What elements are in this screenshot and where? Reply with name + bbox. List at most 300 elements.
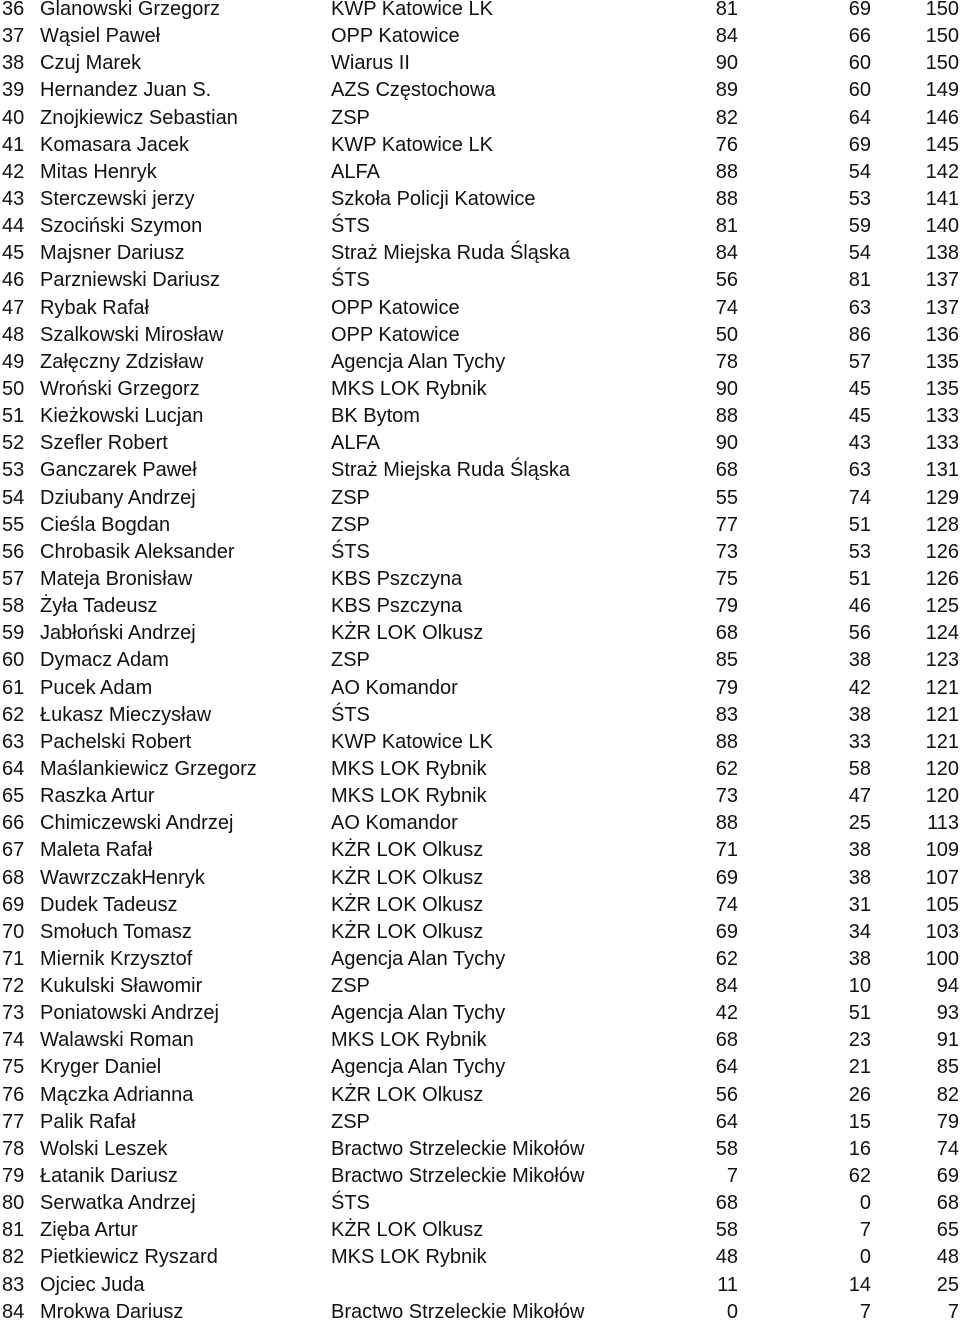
score-2-cell: 69 xyxy=(848,0,871,20)
club-cell: KŻR LOK Olkusz xyxy=(331,920,484,943)
total-score-cell: 133 xyxy=(925,405,959,428)
place-cell: 36 xyxy=(2,0,25,20)
place-cell: 76 xyxy=(2,1083,25,1106)
competitor-name-cell: Maślankiewicz Grzegorz xyxy=(40,757,257,780)
table-row xyxy=(0,593,960,620)
total-score-cell: 93 xyxy=(936,1002,959,1025)
score-1-cell: 42 xyxy=(715,1002,738,1025)
competitor-name-cell: Majsner Dariusz xyxy=(40,242,185,265)
competitor-name-cell: Mączka Adrianna xyxy=(40,1083,194,1106)
competitor-name-cell: Komasara Jacek xyxy=(40,133,189,156)
score-2-cell: 53 xyxy=(848,540,871,563)
score-2-cell: 46 xyxy=(848,595,871,618)
table-row xyxy=(0,566,960,593)
place-cell: 47 xyxy=(2,296,25,319)
table-row xyxy=(0,946,960,973)
table-row xyxy=(0,376,960,403)
place-cell: 39 xyxy=(2,79,25,102)
place-cell: 56 xyxy=(2,540,25,563)
score-1-cell: 81 xyxy=(715,215,738,238)
table-row xyxy=(0,403,960,430)
score-1-cell: 56 xyxy=(715,1083,738,1106)
place-cell: 74 xyxy=(2,1029,25,1052)
place-cell: 40 xyxy=(2,106,25,129)
table-row xyxy=(0,267,960,294)
competitor-name-cell: Sterczewski jerzy xyxy=(40,187,195,210)
score-1-cell: 68 xyxy=(715,459,738,482)
table-row xyxy=(0,485,960,512)
score-1-cell: 84 xyxy=(715,25,738,48)
score-1-cell: 88 xyxy=(715,405,738,428)
total-score-cell: 136 xyxy=(925,323,959,346)
score-2-cell: 54 xyxy=(848,160,871,183)
club-cell: Bractwo Strzeleckie Mikołów xyxy=(331,1300,585,1323)
competitor-name-cell: Ojciec Juda xyxy=(40,1273,145,1296)
competitor-name-cell: Mitas Henryk xyxy=(40,160,157,183)
competitor-name-cell: Szalkowski Mirosław xyxy=(40,323,224,346)
table-row xyxy=(0,1027,960,1054)
competitor-name-cell: Hernandez Juan S. xyxy=(40,79,212,102)
table-row xyxy=(0,1163,960,1190)
place-cell: 81 xyxy=(2,1219,25,1242)
table-row xyxy=(0,973,960,1000)
score-2-cell: 63 xyxy=(848,459,871,482)
total-score-cell: 150 xyxy=(925,0,959,20)
total-score-cell: 91 xyxy=(936,1029,959,1052)
club-cell: ŚTS xyxy=(331,703,370,726)
score-2-cell: 38 xyxy=(848,839,871,862)
score-1-cell: 58 xyxy=(715,1219,738,1242)
table-row xyxy=(0,1244,960,1271)
competitor-name-cell: Znojkiewicz Sebastian xyxy=(40,106,238,129)
score-1-cell: 75 xyxy=(715,567,738,590)
competitor-name-cell: Smołuch Tomasz xyxy=(40,920,192,943)
place-cell: 50 xyxy=(2,377,25,400)
score-2-cell: 60 xyxy=(848,79,871,102)
total-score-cell: 121 xyxy=(925,676,959,699)
club-cell: Agencja Alan Tychy xyxy=(331,350,506,373)
total-score-cell: 137 xyxy=(925,296,959,319)
competitor-name-cell: Żyła Tadeusz xyxy=(40,595,158,618)
score-2-cell: 31 xyxy=(848,893,871,916)
table-row xyxy=(0,50,960,77)
place-cell: 60 xyxy=(2,649,25,672)
competitor-name-cell: Parzniewski Dariusz xyxy=(40,269,221,292)
score-1-cell: 88 xyxy=(715,187,738,210)
table-row xyxy=(0,23,960,50)
table-row xyxy=(0,213,960,240)
table-row xyxy=(0,1000,960,1027)
total-score-cell: 142 xyxy=(925,160,959,183)
score-1-cell: 89 xyxy=(715,79,738,102)
club-cell: KWP Katowice LK xyxy=(331,133,493,156)
table-row xyxy=(0,512,960,539)
table-row xyxy=(0,322,960,349)
total-score-cell: 48 xyxy=(936,1246,959,1269)
score-1-cell: 90 xyxy=(715,432,738,455)
club-cell: OPP Katowice xyxy=(331,25,460,48)
table-row xyxy=(0,919,960,946)
place-cell: 77 xyxy=(2,1110,25,1133)
score-2-cell: 63 xyxy=(848,296,871,319)
table-row xyxy=(0,0,960,23)
table-row xyxy=(0,105,960,132)
table-row xyxy=(0,1136,960,1163)
total-score-cell: 25 xyxy=(936,1273,959,1296)
table-row xyxy=(0,1299,960,1326)
score-1-cell: 7 xyxy=(726,1165,738,1188)
place-cell: 75 xyxy=(2,1056,25,1079)
club-cell: MKS LOK Rybnik xyxy=(331,1246,487,1269)
table-row xyxy=(0,675,960,702)
table-row xyxy=(0,539,960,566)
competitor-name-cell: Poniatowski Andrzej xyxy=(40,1002,219,1025)
place-cell: 69 xyxy=(2,893,25,916)
place-cell: 79 xyxy=(2,1165,25,1188)
competitor-name-cell: Chimiczewski Andrzej xyxy=(40,812,234,835)
score-1-cell: 88 xyxy=(715,812,738,835)
total-score-cell: 105 xyxy=(925,893,959,916)
place-cell: 67 xyxy=(2,839,25,862)
total-score-cell: 125 xyxy=(925,595,959,618)
total-score-cell: 140 xyxy=(925,215,959,238)
score-1-cell: 90 xyxy=(715,52,738,75)
club-cell: Bractwo Strzeleckie Mikołów xyxy=(331,1165,585,1188)
score-1-cell: 11 xyxy=(717,1273,738,1296)
club-cell: ZSP xyxy=(331,1110,370,1133)
table-row xyxy=(0,810,960,837)
competitor-name-cell: Dymacz Adam xyxy=(40,649,169,672)
score-1-cell: 82 xyxy=(715,106,738,129)
score-2-cell: 51 xyxy=(848,1002,871,1025)
score-2-cell: 69 xyxy=(848,133,871,156)
competitor-name-cell: Raszka Artur xyxy=(40,785,155,808)
club-cell: KŻR LOK Olkusz xyxy=(331,622,484,645)
score-2-cell: 60 xyxy=(848,52,871,75)
club-cell: MKS LOK Rybnik xyxy=(331,1029,487,1052)
competitor-name-cell: Cieśla Bogdan xyxy=(40,513,171,536)
competitor-name-cell: Chrobasik Aleksander xyxy=(40,540,235,563)
score-2-cell: 38 xyxy=(848,649,871,672)
total-score-cell: 120 xyxy=(925,785,959,808)
score-1-cell: 83 xyxy=(715,703,738,726)
score-2-cell: 14 xyxy=(848,1273,871,1296)
place-cell: 68 xyxy=(2,866,25,889)
place-cell: 53 xyxy=(2,459,25,482)
place-cell: 72 xyxy=(2,975,25,998)
table-row xyxy=(0,729,960,756)
score-2-cell: 34 xyxy=(848,920,871,943)
total-score-cell: 141 xyxy=(925,187,959,210)
club-cell: Agencja Alan Tychy xyxy=(331,947,506,970)
score-2-cell: 38 xyxy=(848,703,871,726)
competitor-name-cell: Zięba Artur xyxy=(40,1219,138,1242)
place-cell: 52 xyxy=(2,432,25,455)
table-row xyxy=(0,865,960,892)
score-1-cell: 68 xyxy=(715,1192,738,1215)
club-cell: AO Komandor xyxy=(331,812,458,835)
competitor-name-cell: Dziubany Andrzej xyxy=(40,486,196,509)
score-2-cell: 45 xyxy=(848,405,871,428)
score-2-cell: 38 xyxy=(848,866,871,889)
total-score-cell: 121 xyxy=(925,703,959,726)
club-cell: ŚTS xyxy=(331,1192,370,1215)
table-row xyxy=(0,132,960,159)
club-cell: KWP Katowice LK xyxy=(331,0,493,20)
score-2-cell: 57 xyxy=(848,350,871,373)
total-score-cell: 100 xyxy=(925,947,959,970)
competitor-name-cell: Maleta Rafał xyxy=(40,839,153,862)
score-2-cell: 81 xyxy=(848,269,871,292)
club-cell: OPP Katowice xyxy=(331,323,460,346)
competitor-name-cell: Kryger Daniel xyxy=(40,1056,162,1079)
score-1-cell: 68 xyxy=(715,1029,738,1052)
club-cell: BK Bytom xyxy=(331,405,420,428)
total-score-cell: 113 xyxy=(927,812,959,835)
score-1-cell: 55 xyxy=(715,486,738,509)
score-1-cell: 64 xyxy=(715,1110,738,1133)
score-2-cell: 42 xyxy=(848,676,871,699)
score-1-cell: 88 xyxy=(715,160,738,183)
table-row xyxy=(0,457,960,484)
place-cell: 78 xyxy=(2,1137,25,1160)
club-cell: MKS LOK Rybnik xyxy=(331,757,487,780)
total-score-cell: 121 xyxy=(925,730,959,753)
score-1-cell: 73 xyxy=(715,540,738,563)
total-score-cell: 107 xyxy=(925,866,959,889)
total-score-cell: 126 xyxy=(925,540,959,563)
score-1-cell: 78 xyxy=(715,350,738,373)
score-2-cell: 0 xyxy=(859,1192,871,1215)
competitor-name-cell: Walawski Roman xyxy=(40,1029,194,1052)
place-cell: 57 xyxy=(2,567,25,590)
total-score-cell: 133 xyxy=(925,432,959,455)
club-cell: KŻR LOK Olkusz xyxy=(331,893,484,916)
score-2-cell: 33 xyxy=(848,730,871,753)
score-1-cell: 0 xyxy=(726,1300,738,1323)
place-cell: 54 xyxy=(2,486,25,509)
table-row xyxy=(0,837,960,864)
place-cell: 45 xyxy=(2,242,25,265)
place-cell: 73 xyxy=(2,1002,25,1025)
place-cell: 65 xyxy=(2,785,25,808)
score-1-cell: 90 xyxy=(715,377,738,400)
score-1-cell: 69 xyxy=(715,920,738,943)
place-cell: 46 xyxy=(2,269,25,292)
club-cell: Agencja Alan Tychy xyxy=(331,1002,506,1025)
total-score-cell: 82 xyxy=(936,1083,959,1106)
place-cell: 62 xyxy=(2,703,25,726)
competitor-name-cell: Mateja Bronisław xyxy=(40,567,193,590)
total-score-cell: 7 xyxy=(947,1300,959,1323)
place-cell: 44 xyxy=(2,215,25,238)
score-1-cell: 58 xyxy=(715,1137,738,1160)
total-score-cell: 65 xyxy=(936,1219,959,1242)
competitor-name-cell: Pietkiewicz Ryszard xyxy=(40,1246,218,1269)
total-score-cell: 109 xyxy=(925,839,959,862)
total-score-cell: 129 xyxy=(925,486,959,509)
score-2-cell: 16 xyxy=(848,1137,871,1160)
competitor-name-cell: Dudek Tadeusz xyxy=(40,893,178,916)
total-score-cell: 68 xyxy=(936,1192,959,1215)
place-cell: 83 xyxy=(2,1273,25,1296)
score-2-cell: 43 xyxy=(848,432,871,455)
table-row xyxy=(0,1217,960,1244)
score-1-cell: 74 xyxy=(715,893,738,916)
place-cell: 64 xyxy=(2,757,25,780)
competitor-name-cell: Pachelski Robert xyxy=(40,730,192,753)
total-score-cell: 69 xyxy=(936,1165,959,1188)
club-cell: MKS LOK Rybnik xyxy=(331,377,487,400)
club-cell: MKS LOK Rybnik xyxy=(331,785,487,808)
competitor-name-cell: Miernik Krzysztof xyxy=(40,947,193,970)
club-cell: KBS Pszczyna xyxy=(331,595,463,618)
score-1-cell: 50 xyxy=(715,323,738,346)
score-1-cell: 77 xyxy=(715,513,738,536)
total-score-cell: 85 xyxy=(936,1056,959,1079)
total-score-cell: 74 xyxy=(936,1137,959,1160)
club-cell: KWP Katowice LK xyxy=(331,730,493,753)
place-cell: 41 xyxy=(2,133,25,156)
club-cell: Straż Miejska Ruda Śląska xyxy=(331,459,570,482)
place-cell: 55 xyxy=(2,513,25,536)
club-cell: ZSP xyxy=(331,649,370,672)
score-2-cell: 58 xyxy=(848,757,871,780)
total-score-cell: 94 xyxy=(936,975,959,998)
club-cell: KŻR LOK Olkusz xyxy=(331,1083,484,1106)
score-1-cell: 74 xyxy=(715,296,738,319)
competitor-name-cell: Serwatka Andrzej xyxy=(40,1192,196,1215)
score-2-cell: 74 xyxy=(848,486,871,509)
total-score-cell: 123 xyxy=(925,649,959,672)
total-score-cell: 126 xyxy=(925,567,959,590)
score-2-cell: 47 xyxy=(848,785,871,808)
club-cell: ZSP xyxy=(331,106,370,129)
club-cell: Wiarus II xyxy=(331,52,410,75)
score-2-cell: 15 xyxy=(848,1110,871,1133)
club-cell: ZSP xyxy=(331,513,370,536)
total-score-cell: 79 xyxy=(936,1110,959,1133)
table-row xyxy=(0,430,960,457)
club-cell: ZSP xyxy=(331,975,370,998)
total-score-cell: 103 xyxy=(925,920,959,943)
club-cell: AO Komandor xyxy=(331,676,458,699)
total-score-cell: 150 xyxy=(925,25,959,48)
club-cell: ŚTS xyxy=(331,215,370,238)
score-1-cell: 88 xyxy=(715,730,738,753)
total-score-cell: 145 xyxy=(925,133,959,156)
place-cell: 59 xyxy=(2,622,25,645)
competitor-name-cell: Łukasz Mieczysław xyxy=(40,703,212,726)
club-cell: Agencja Alan Tychy xyxy=(331,1056,506,1079)
table-row xyxy=(0,1272,960,1299)
total-score-cell: 149 xyxy=(925,79,959,102)
score-2-cell: 64 xyxy=(848,106,871,129)
score-2-cell: 51 xyxy=(848,567,871,590)
club-cell: KŻR LOK Olkusz xyxy=(331,866,484,889)
place-cell: 66 xyxy=(2,812,25,835)
club-cell: AZS Częstochowa xyxy=(331,79,496,102)
table-row xyxy=(0,702,960,729)
score-1-cell: 69 xyxy=(715,866,738,889)
table-row xyxy=(0,1190,960,1217)
score-2-cell: 25 xyxy=(848,812,871,835)
total-score-cell: 124 xyxy=(925,622,959,645)
competitor-name-cell: Glanowski Grzegorz xyxy=(40,0,221,20)
table-row xyxy=(0,159,960,186)
competitor-name-cell: Szociński Szymon xyxy=(40,215,203,238)
competitor-name-cell: Załęczny Zdzisław xyxy=(40,350,204,373)
competitor-name-cell: Kieżkowski Lucjan xyxy=(40,405,204,428)
club-cell: KŻR LOK Olkusz xyxy=(331,1219,484,1242)
competitor-name-cell: Łatanik Dariusz xyxy=(40,1165,178,1188)
place-cell: 42 xyxy=(2,160,25,183)
table-row xyxy=(0,295,960,322)
score-2-cell: 56 xyxy=(848,622,871,645)
place-cell: 82 xyxy=(2,1246,25,1269)
total-score-cell: 131 xyxy=(925,459,959,482)
table-row xyxy=(0,1054,960,1081)
place-cell: 70 xyxy=(2,920,25,943)
club-cell: ALFA xyxy=(331,432,380,455)
club-cell: ZSP xyxy=(331,486,370,509)
place-cell: 51 xyxy=(2,405,25,428)
place-cell: 38 xyxy=(2,52,25,75)
score-1-cell: 71 xyxy=(715,839,738,862)
total-score-cell: 138 xyxy=(925,242,959,265)
table-row xyxy=(0,620,960,647)
competitor-name-cell: Ganczarek Paweł xyxy=(40,459,197,482)
place-cell: 49 xyxy=(2,350,25,373)
competitor-name-cell: Kukulski Sławomir xyxy=(40,975,203,998)
club-cell: ŚTS xyxy=(331,540,370,563)
score-1-cell: 84 xyxy=(715,975,738,998)
score-2-cell: 10 xyxy=(848,975,871,998)
competitor-name-cell: Wroński Grzegorz xyxy=(40,377,200,400)
score-2-cell: 0 xyxy=(859,1246,871,1269)
place-cell: 37 xyxy=(2,25,25,48)
table-row xyxy=(0,77,960,104)
score-1-cell: 85 xyxy=(715,649,738,672)
score-1-cell: 76 xyxy=(715,133,738,156)
table-row xyxy=(0,1082,960,1109)
score-2-cell: 66 xyxy=(848,25,871,48)
club-cell: Bractwo Strzeleckie Mikołów xyxy=(331,1137,585,1160)
score-2-cell: 7 xyxy=(859,1219,871,1242)
score-1-cell: 64 xyxy=(715,1056,738,1079)
place-cell: 71 xyxy=(2,947,25,970)
score-2-cell: 45 xyxy=(848,377,871,400)
table-row xyxy=(0,783,960,810)
place-cell: 84 xyxy=(2,1300,25,1323)
place-cell: 48 xyxy=(2,323,25,346)
place-cell: 80 xyxy=(2,1192,25,1215)
score-2-cell: 59 xyxy=(848,215,871,238)
place-cell: 63 xyxy=(2,730,25,753)
score-1-cell: 73 xyxy=(715,785,738,808)
total-score-cell: 150 xyxy=(925,52,959,75)
competitor-name-cell: Mrokwa Dariusz xyxy=(40,1300,184,1323)
score-2-cell: 7 xyxy=(859,1300,871,1323)
total-score-cell: 128 xyxy=(925,513,959,536)
club-cell: Straż Miejska Ruda Śląska xyxy=(331,242,570,265)
score-1-cell: 79 xyxy=(715,595,738,618)
score-1-cell: 48 xyxy=(715,1246,738,1269)
total-score-cell: 137 xyxy=(925,269,959,292)
club-cell: OPP Katowice xyxy=(331,296,460,319)
competitor-name-cell: WawrzczakHenryk xyxy=(40,866,205,889)
score-2-cell: 26 xyxy=(848,1083,871,1106)
